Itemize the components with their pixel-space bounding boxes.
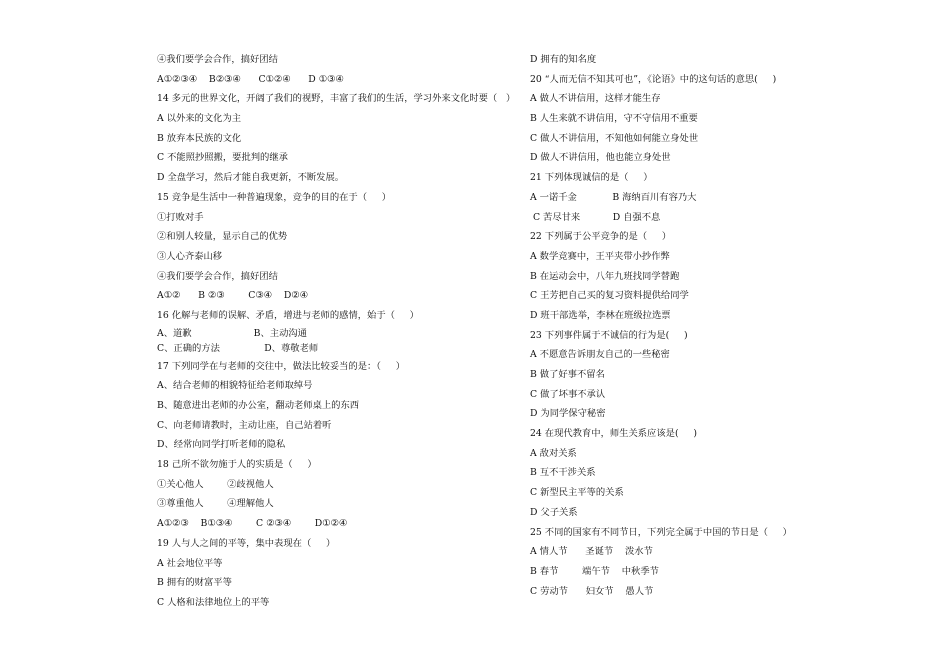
- text-line: C 做了坏事不承认: [530, 388, 606, 400]
- text-line: C 苦尽甘来 D 自强不息: [530, 211, 661, 223]
- text-line: ②和别人较量，显示自己的优势: [157, 231, 288, 243]
- text-line: D 班干部选举，李林在班级拉选票: [530, 309, 671, 321]
- text-line: C、向老师请教时，主动让座，自己站着听: [157, 419, 332, 431]
- text-line: ①关心他人 ②歧视他人: [157, 478, 274, 490]
- text-line: A 以外来的文化为主: [157, 113, 242, 125]
- text-line: ④我们要学会合作，搞好团结: [157, 54, 278, 65]
- text-line: 23 下列事件属于不诚信的行为是( ): [530, 329, 688, 341]
- text-line: 20 “人而无信不知其可也”，《论语》中的这句话的意思( ): [530, 73, 777, 85]
- text-line: A 一诺千金 B 海纳百川有容乃大: [530, 191, 697, 203]
- text-line: 22 下列属于公平竞争的是（ ）: [530, 231, 672, 243]
- text-line: D 全盘学习，然后才能自我更新，不断发展。: [157, 172, 345, 184]
- text-line: A 做人不讲信用，这样才能生存: [530, 93, 661, 105]
- text-line: 16 化解与老师的误解、矛盾，增进与老师的感情，始于（ ）: [157, 309, 419, 321]
- text-line: C 王芳把自己买的复习资料提供给同学: [530, 290, 689, 302]
- text-line: 24 在现代教育中，师生关系应该是( ): [530, 428, 697, 440]
- text-line: 15 竞争是生活中一种普遍现象，竞争的目的在于（ ）: [157, 191, 392, 203]
- text-line: B 放弃本民族的文化: [157, 132, 242, 144]
- text-line: D 做人不讲信用，他也能立身处世: [530, 152, 671, 164]
- text-line: ④我们要学会合作，搞好团结: [157, 270, 278, 282]
- text-line: A 不愿意告诉朋友自己的一些秘密: [530, 349, 670, 361]
- text-line: D 为同学保守秘密: [530, 408, 606, 420]
- text-line: A①②③ B①③④ C ②③④ D①②④: [157, 518, 348, 530]
- text-line: B、随意进出老师的办公室，翻动老师桌上的东西: [157, 400, 360, 411]
- text-line: C 人格和法律地位上的平等: [157, 596, 270, 608]
- text-line: ③尊重他人 ④理解他人: [157, 498, 274, 510]
- text-line: B 拥有的财富平等: [157, 577, 232, 589]
- text-line: 14 多元的世界文化，开阔了我们的视野，丰富了我们的生活，学习外来文化时要（ ）: [157, 93, 516, 105]
- text-line: C 不能照抄照搬，要批判的继承: [157, 152, 288, 164]
- text-line: A、结合老师的相貌特征给老师取绰号: [157, 380, 313, 392]
- text-line: A、道歉 B、主动沟通: [157, 327, 307, 339]
- text-line: 18 己所不欲勿施于人的实质是（ ）: [157, 459, 317, 471]
- text-line: D 拥有的知名度: [530, 54, 597, 65]
- text-line: 17 下列同学在与老师的交往中，做法比较妥当的是：（ ）: [157, 360, 406, 372]
- text-line: A 情人节 圣诞节 泼水节: [530, 546, 653, 558]
- text-line: A 敌对关系: [530, 447, 577, 459]
- text-line: B 春节 端午节 中秋季节: [530, 565, 659, 577]
- right-column: [530, 50, 930, 601]
- text-line: D、经常向同学打听老师的隐私: [157, 439, 286, 451]
- text-line: A 数学竞赛中，王平夹带小抄作弊: [530, 250, 670, 262]
- text-line: ①打败对手: [157, 211, 204, 223]
- text-line: A 社会地位平等: [157, 557, 223, 569]
- text-line: D 父子关系: [530, 506, 578, 518]
- text-line: C 做人不讲信用，不知他如何能立身处世: [530, 132, 699, 144]
- text-line: 21 下列体现诚信的是（ ）: [530, 172, 653, 184]
- text-line: A①②③④ B②③④ C①②④ D ①③④: [157, 73, 344, 85]
- text-line: B 做了好事不留名: [530, 369, 605, 380]
- text-line: B 互不干涉关系: [530, 467, 596, 479]
- text-line: C 劳动节 妇女节 愚人节: [530, 585, 654, 597]
- text-line: C、正确的方法 D、尊敬老师: [157, 343, 319, 355]
- text-line: A①② B ②③ C③④ D②④: [157, 290, 308, 302]
- text-line: 25 不同的国家有不同节日，下列完全属于中国的节日是（ ）: [530, 526, 792, 538]
- text-line: B 人生来就不讲信用，守不守信用不重要: [530, 113, 698, 125]
- text-line: C 新型民主平等的关系: [530, 487, 624, 499]
- left-column: [157, 50, 517, 613]
- text-line: 19 人与人之间的平等，集中表现在（ ）: [157, 537, 336, 549]
- text-line: ③人心齐泰山移: [157, 250, 223, 262]
- text-line: B 在运动会中，八年九班找同学替跑: [530, 270, 680, 282]
